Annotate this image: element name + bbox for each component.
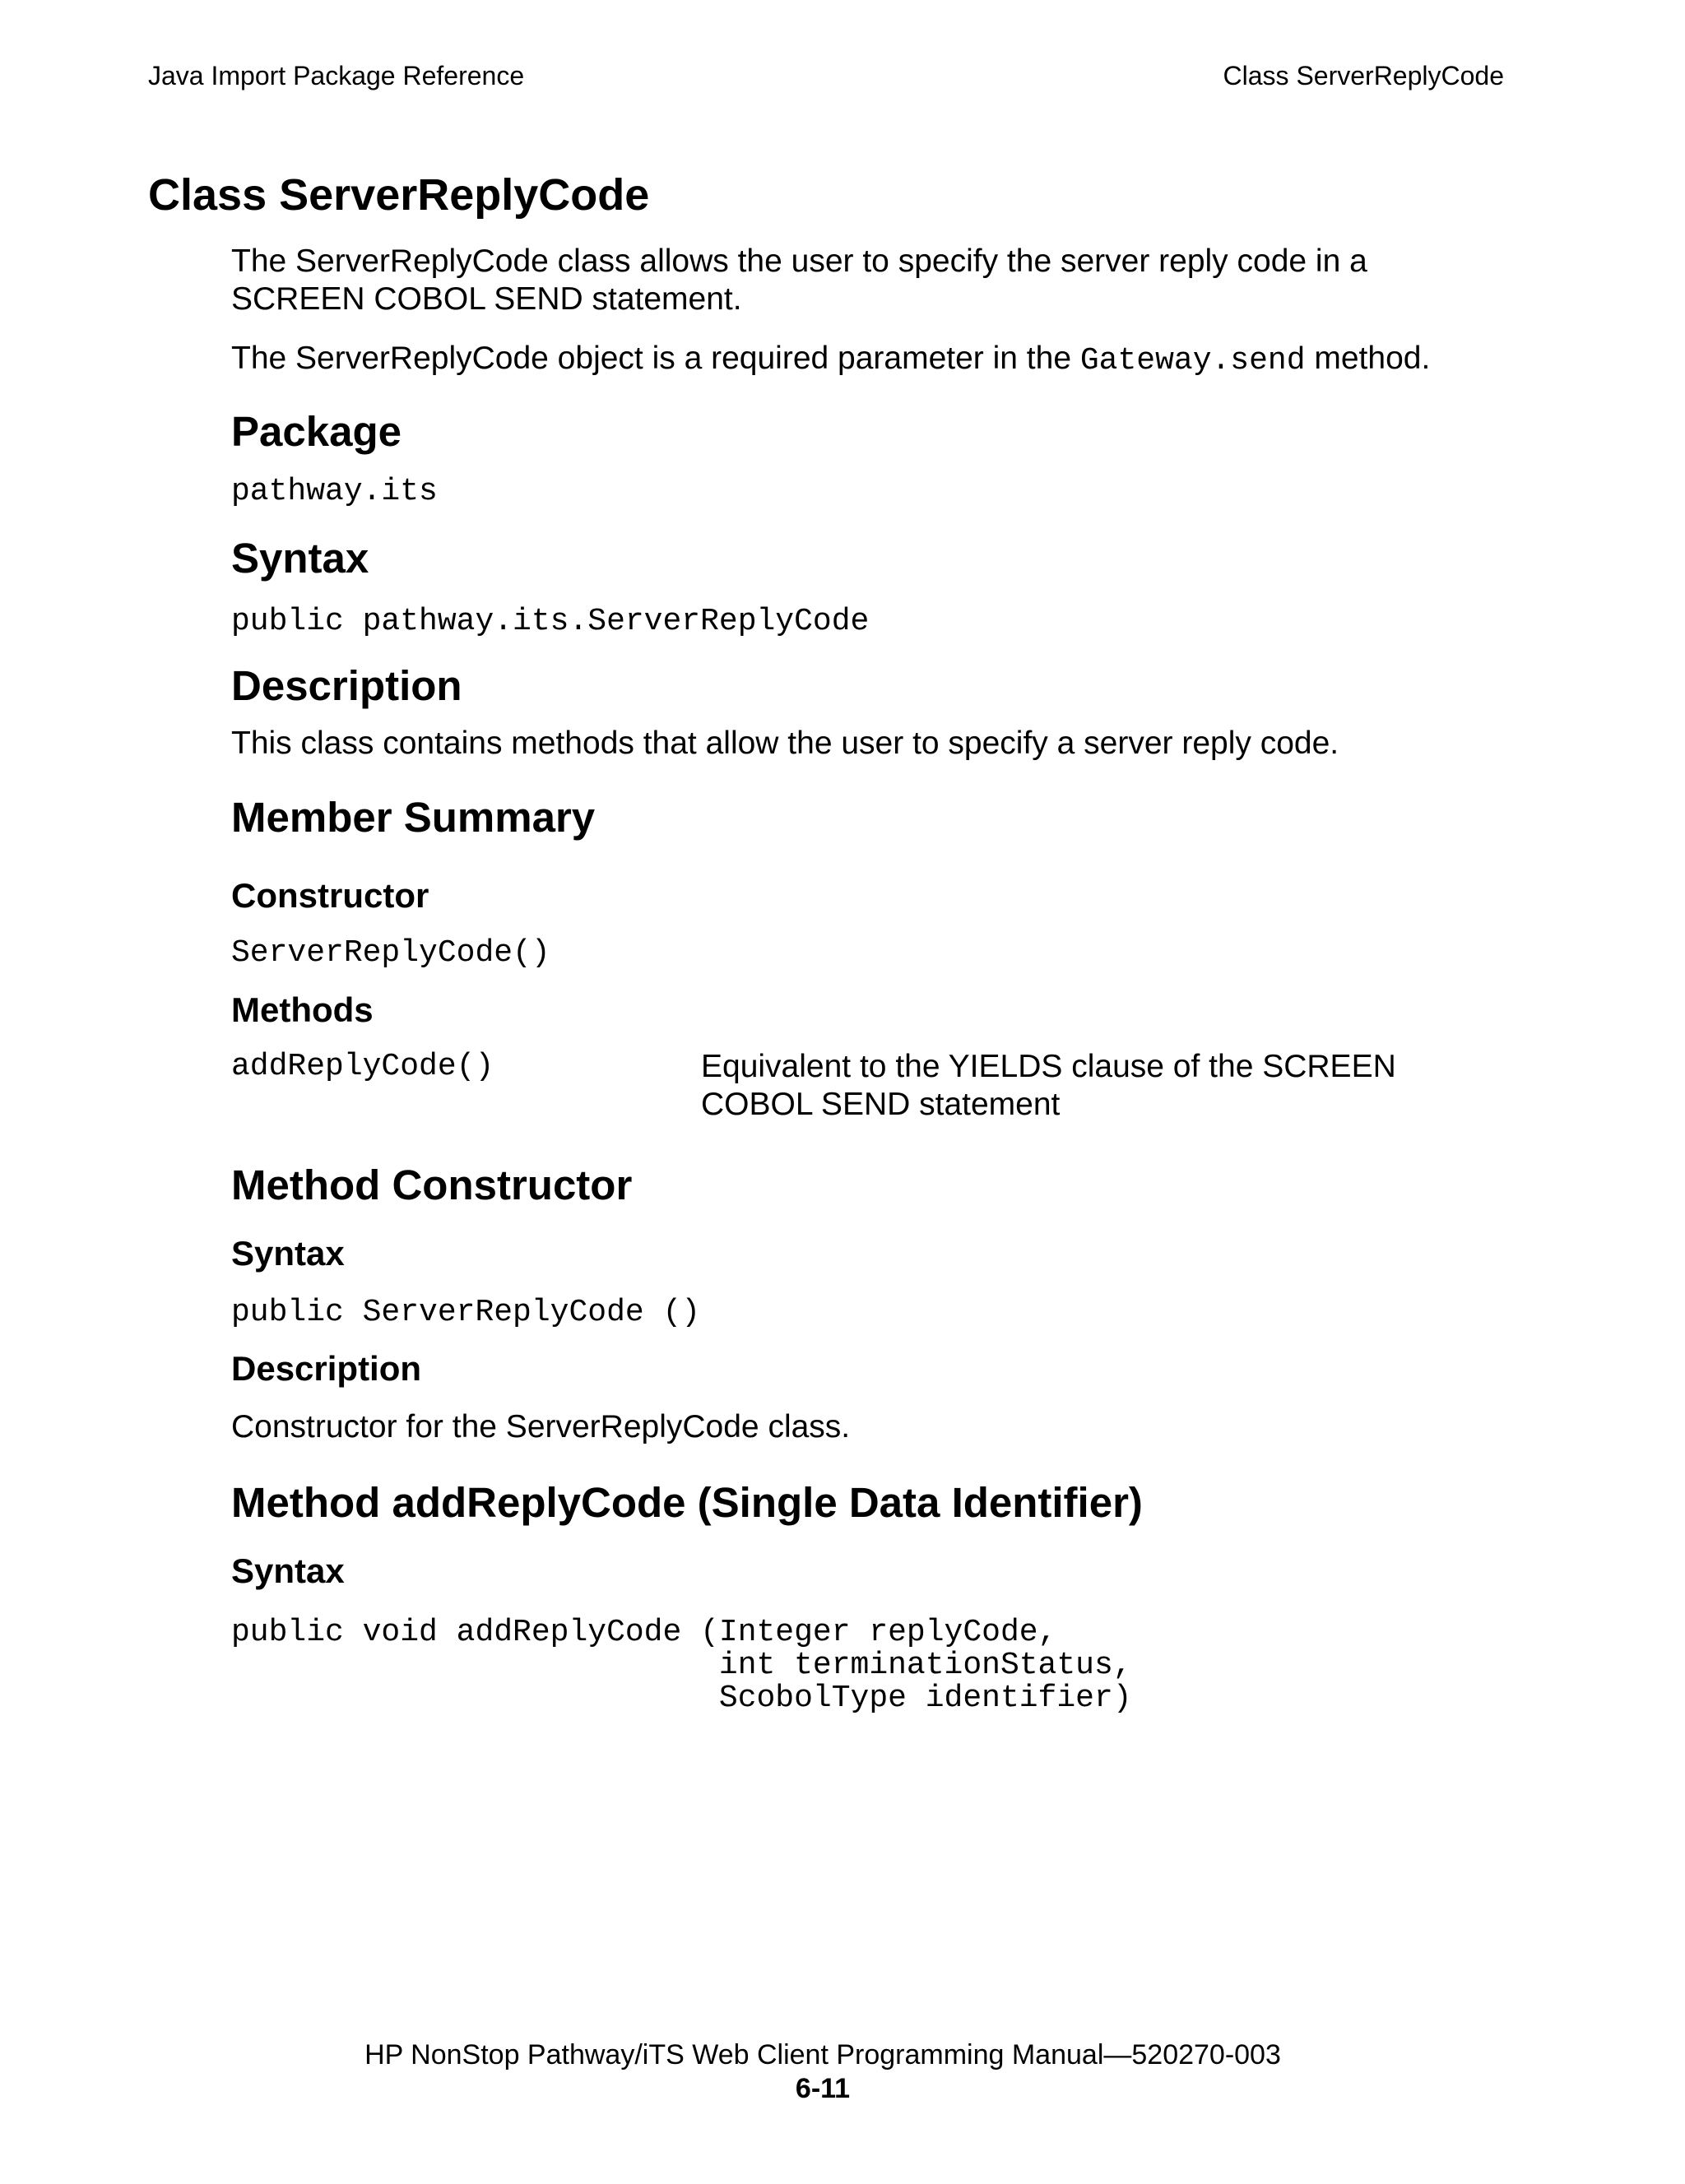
intro-paragraph-1: The ServerReplyCode class allows the user to specify the server reply code in a SCREEN COBOL SEND statement. — [231, 243, 1367, 317]
page-body — [231, 243, 1498, 1715]
intro-code-gateway-send: Gateway.send — [1079, 343, 1306, 378]
footer-page-number: 6-11 — [795, 2073, 851, 2104]
page-footer — [0, 2038, 1646, 2105]
constructor-description-text: Constructor for the ServerReplyCode class. — [231, 1409, 851, 1444]
footer-manual-title: HP NonStop Pathway/iTS Web Client Programming Manual—520270-003 — [364, 2039, 1281, 2070]
heading-methods: Methods — [231, 990, 374, 1029]
package-value: pathway.its — [231, 474, 438, 509]
heading-method-addreplycode: Method addReplyCode (Single Data Identifier) — [231, 1479, 1143, 1526]
heading-constructor-syntax: Syntax — [231, 1234, 345, 1273]
method-summary-desc: Equivalent to the YIELDS clause of the SCREEN COBOL SEND statement — [701, 1049, 1396, 1122]
heading-method-constructor: Method Constructor — [231, 1162, 633, 1208]
method-summary-name: addReplyCode() — [231, 1049, 494, 1084]
syntax-line: ScobolType identifier) — [231, 1681, 1132, 1716]
running-header-left: Java Import Package Reference — [148, 61, 525, 90]
syntax-value: public pathway.its.ServerReplyCode — [231, 604, 870, 639]
description-text: This class contains methods that allow the user to specify a server reply code. — [231, 726, 1339, 761]
constructor-syntax-value: public ServerReplyCode () — [231, 1295, 701, 1330]
heading-constructor: Constructor — [231, 876, 429, 915]
intro-text-after: method. — [1305, 341, 1431, 376]
heading-package: Package — [231, 408, 402, 455]
intro-text-before: The ServerReplyCode object is a required parameter in the — [231, 341, 1080, 376]
method-summary-row — [231, 1048, 1498, 1124]
running-header-right: Class ServerReplyCode — [1223, 61, 1504, 90]
heading-constructor-description: Description — [231, 1349, 422, 1388]
syntax-line: public void addReplyCode (Integer replyCode, — [231, 1615, 1057, 1650]
syntax-line: int terminationStatus, — [231, 1648, 1132, 1683]
constructor-signature: ServerReplyCode() — [231, 935, 550, 971]
addreplycode-syntax-block — [231, 1616, 1498, 1715]
heading-syntax: Syntax — [231, 535, 369, 582]
intro-paragraph-2 — [231, 340, 1498, 380]
heading-addreplycode-syntax: Syntax — [231, 1551, 345, 1590]
heading-member-summary: Member Summary — [231, 794, 596, 841]
page-title: Class ServerReplyCode — [148, 170, 650, 220]
heading-description: Description — [231, 662, 462, 709]
